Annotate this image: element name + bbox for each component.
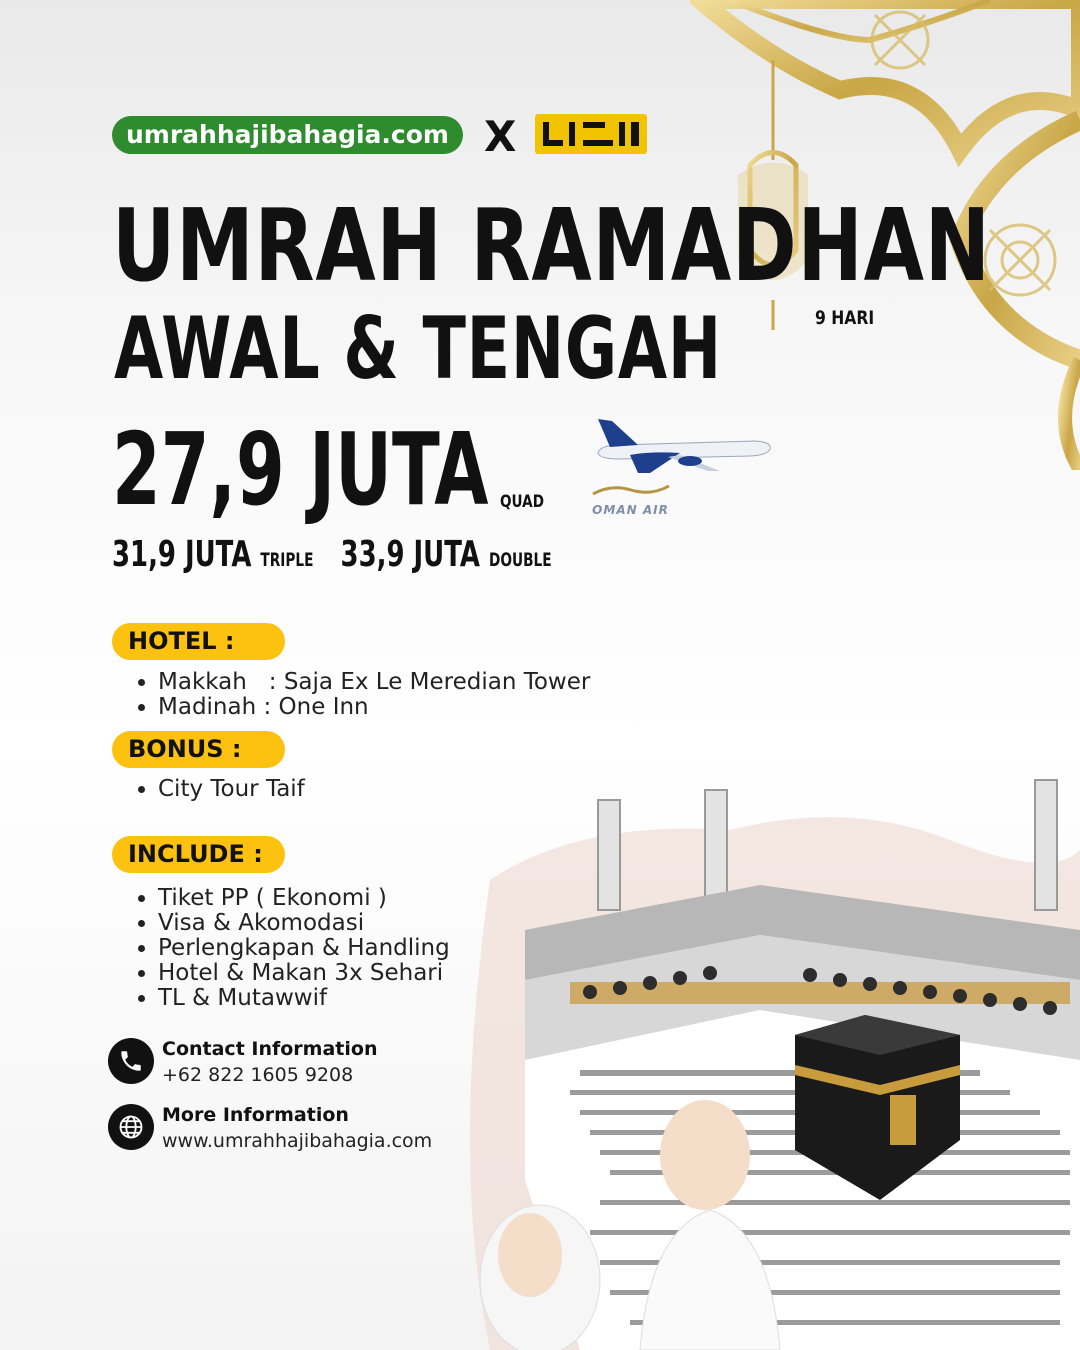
list-item: • Perlengkapan & Handling [158, 936, 450, 961]
list-item: • City Tour Taif [158, 777, 305, 802]
triple-price: 31,9 JUTA [112, 534, 252, 575]
double-label: DOUBLE [488, 549, 552, 571]
partner-logo [535, 114, 647, 154]
duration-label: 9 HARI [815, 307, 875, 329]
double-price: 33,9 JUTA [340, 534, 480, 575]
airline-name: OMAN AIR [592, 503, 669, 517]
hotel-heading: HOTEL : [112, 623, 285, 660]
hotel-list [112, 670, 590, 720]
contact-title: Contact Information [162, 1038, 378, 1060]
airline-emblem [591, 484, 671, 498]
list-item: • Visa & Akomodasi [158, 911, 450, 936]
bonus-list [112, 777, 305, 802]
phone-number[interactable]: +62 822 1605 9208 [162, 1064, 354, 1086]
airplane-icon [590, 415, 775, 475]
include-heading: INCLUDE : [112, 836, 285, 873]
other-prices [112, 536, 552, 579]
main-price-label: QUAD [500, 492, 545, 512]
airline-logo [578, 484, 683, 517]
globe-icon [108, 1104, 154, 1150]
kaaba-illustration [430, 760, 1080, 1350]
collaboration-separator: X [484, 112, 517, 161]
bonus-heading: BONUS : [112, 731, 285, 768]
website-url[interactable]: www.umrahhajibahagia.com [162, 1130, 433, 1152]
include-list [112, 886, 450, 1011]
list-item: • TL & Mutawwif [158, 986, 450, 1011]
page-title: UMRAH RAMADHAN [112, 187, 991, 304]
triple-label: TRIPLE [260, 549, 314, 571]
brand-url-badge[interactable]: umrahhajibahagia.com [112, 116, 463, 154]
phone-icon [108, 1038, 154, 1084]
list-item: • Madinah : One Inn [158, 695, 590, 720]
list-item: • Hotel & Makan 3x Sehari [158, 961, 450, 986]
contact-phone[interactable] [108, 1038, 377, 1086]
contact-website[interactable] [108, 1104, 432, 1152]
list-item: • Makkah : Saja Ex Le Meredian Tower [158, 670, 590, 695]
main-price: 27,9 JUTA [112, 411, 489, 528]
page-subtitle: AWAL & TENGAH [114, 299, 722, 399]
list-item: • Tiket PP ( Ekonomi ) [158, 886, 450, 911]
website-title: More Information [162, 1104, 349, 1126]
